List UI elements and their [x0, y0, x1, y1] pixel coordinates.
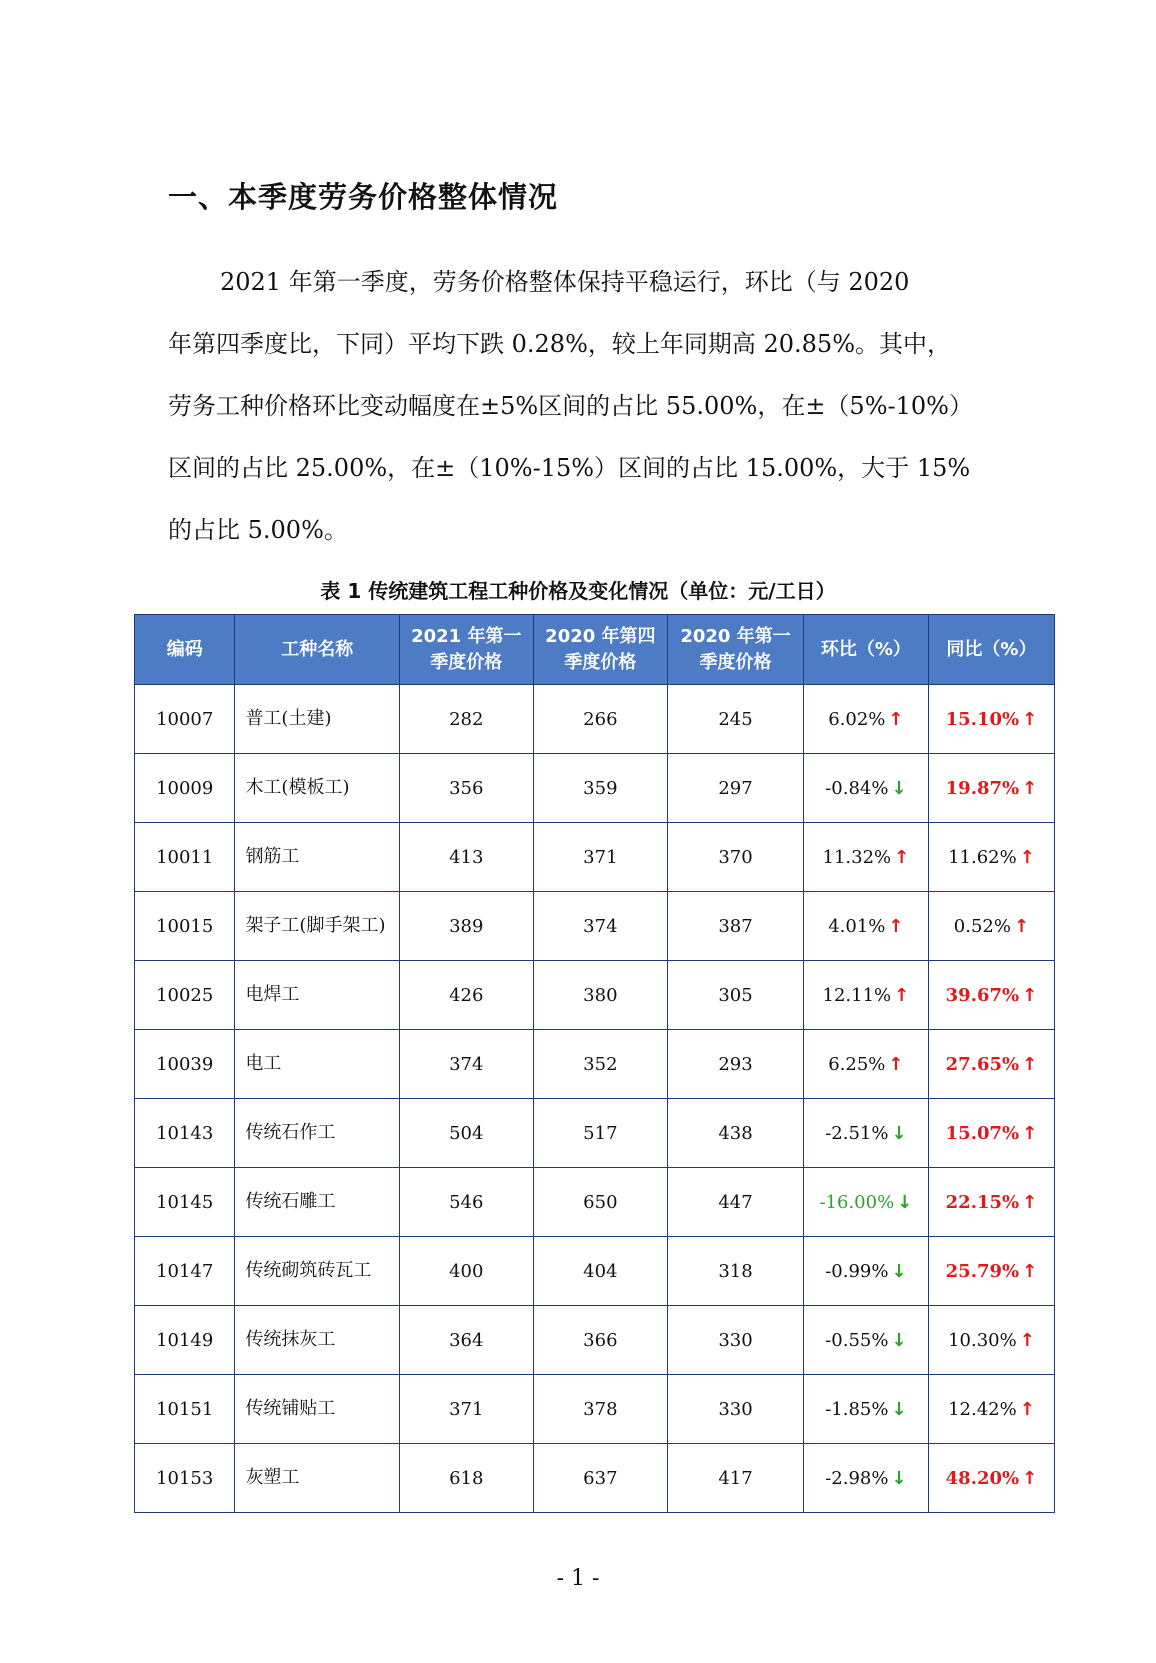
name-cell: 灰塑工 [235, 1444, 400, 1513]
header-yoy: 同比（%） [928, 615, 1054, 685]
table-header-row [135, 615, 1055, 685]
name-cell: 钢筋工 [235, 823, 400, 892]
qoq-cell-value: 11.32% [822, 846, 892, 868]
q4-2020-cell: 378 [533, 1375, 668, 1444]
code-cell: 10147 [135, 1237, 235, 1306]
qoq-cell-value: -0.84% [825, 777, 889, 799]
q1-2020-cell: 318 [668, 1237, 804, 1306]
q4-2020-cell: 359 [533, 754, 668, 823]
q4-2020-cell: 371 [533, 823, 668, 892]
q4-2020-cell: 374 [533, 892, 668, 961]
q1-2020-cell: 330 [668, 1375, 804, 1444]
qoq-cell [803, 685, 928, 754]
header-q1-2020: 2020 年第一季度价格 [668, 615, 804, 685]
arrow-up-icon: ↑ [1022, 1260, 1038, 1282]
qoq-cell-value: -2.51% [825, 1122, 889, 1144]
table-row [135, 1306, 1055, 1375]
arrow-up-icon: ↑ [888, 1053, 904, 1075]
q1-2021-cell: 356 [399, 754, 533, 823]
q4-2020-cell: 366 [533, 1306, 668, 1375]
table-row [135, 1099, 1055, 1168]
qoq-cell [803, 1099, 928, 1168]
q1-2021-cell: 364 [399, 1306, 533, 1375]
yoy-cell-value: 19.87% [945, 777, 1020, 799]
arrow-up-icon: ↑ [1022, 1053, 1038, 1075]
arrow-up-icon: ↑ [1022, 777, 1038, 799]
yoy-cell-value: 15.10% [945, 708, 1020, 730]
table-row [135, 685, 1055, 754]
paragraph-line: 年第四季度比，下同）平均下跌 0.28%，较上年同期高 20.85%。其中， [168, 330, 952, 358]
price-table [134, 614, 1055, 1513]
name-cell: 普工(土建) [235, 685, 400, 754]
q1-2021-cell: 426 [399, 961, 533, 1030]
code-cell: 10149 [135, 1306, 235, 1375]
arrow-down-icon: ↓ [891, 777, 907, 799]
qoq-cell-value: 4.01% [828, 915, 886, 937]
q1-2020-cell: 293 [668, 1030, 804, 1099]
yoy-cell-value: 27.65% [945, 1053, 1020, 1075]
yoy-cell-value: 12.42% [948, 1398, 1017, 1420]
arrow-up-icon: ↑ [894, 984, 910, 1006]
yoy-cell-value: 22.15% [945, 1191, 1020, 1213]
yoy-cell-value: 39.67% [945, 984, 1020, 1006]
code-cell: 10009 [135, 754, 235, 823]
table-row [135, 892, 1055, 961]
yoy-cell [928, 823, 1054, 892]
qoq-cell-value: -1.85% [825, 1398, 889, 1420]
paragraph-line: 的占比 5.00%。 [168, 516, 348, 544]
table-body [135, 685, 1055, 1513]
arrow-down-icon: ↓ [891, 1398, 907, 1420]
table-row [135, 1237, 1055, 1306]
header-code: 编码 [135, 615, 235, 685]
qoq-cell [803, 754, 928, 823]
q1-2021-cell: 504 [399, 1099, 533, 1168]
header-name: 工种名称 [235, 615, 400, 685]
header-q1-2021: 2021 年第一季度价格 [399, 615, 533, 685]
qoq-cell [803, 961, 928, 1030]
yoy-cell-value: 15.07% [945, 1122, 1020, 1144]
qoq-cell-value: 12.11% [822, 984, 892, 1006]
arrow-down-icon: ↓ [891, 1467, 907, 1489]
qoq-cell [803, 823, 928, 892]
qoq-cell-value: -16.00% [819, 1191, 895, 1213]
arrow-up-icon: ↑ [894, 846, 910, 868]
header-qoq: 环比（%） [803, 615, 928, 685]
code-cell: 10143 [135, 1099, 235, 1168]
arrow-up-icon: ↑ [888, 915, 904, 937]
yoy-cell [928, 1168, 1054, 1237]
header-q4-2020: 2020 年第四季度价格 [533, 615, 668, 685]
page-number: - 1 - [556, 1566, 600, 1591]
q1-2020-cell: 305 [668, 961, 804, 1030]
q1-2020-cell: 370 [668, 823, 804, 892]
arrow-up-icon: ↑ [1019, 1398, 1035, 1420]
qoq-cell-value: 6.02% [828, 708, 886, 730]
name-cell: 传统铺贴工 [235, 1375, 400, 1444]
name-cell: 木工(模板工) [235, 754, 400, 823]
q1-2021-cell: 618 [399, 1444, 533, 1513]
qoq-cell [803, 1444, 928, 1513]
name-cell: 电焊工 [235, 961, 400, 1030]
arrow-down-icon: ↓ [897, 1191, 913, 1213]
yoy-cell [928, 1444, 1054, 1513]
table-row [135, 1030, 1055, 1099]
arrow-up-icon: ↑ [1022, 984, 1038, 1006]
q4-2020-cell: 404 [533, 1237, 668, 1306]
q1-2020-cell: 387 [668, 892, 804, 961]
table-row [135, 823, 1055, 892]
arrow-down-icon: ↓ [891, 1260, 907, 1282]
yoy-cell-value: 25.79% [945, 1260, 1020, 1282]
code-cell: 10145 [135, 1168, 235, 1237]
code-cell: 10011 [135, 823, 235, 892]
arrow-down-icon: ↓ [891, 1329, 907, 1351]
yoy-cell [928, 685, 1054, 754]
arrow-up-icon: ↑ [1013, 915, 1030, 937]
qoq-cell-value: 6.25% [828, 1053, 886, 1075]
code-cell: 10025 [135, 961, 235, 1030]
arrow-up-icon: ↑ [888, 708, 904, 730]
table-caption: 表 1 传统建筑工程工种价格及变化情况（单位：元/工日） [320, 579, 836, 603]
qoq-cell [803, 1375, 928, 1444]
qoq-cell-value: -0.55% [825, 1329, 889, 1351]
code-cell: 10015 [135, 892, 235, 961]
q1-2020-cell: 438 [668, 1099, 804, 1168]
paragraph-line: 劳务工种价格环比变动幅度在±5%区间的占比 55.00%，在±（5%-10%） [168, 392, 973, 420]
q1-2020-cell: 245 [668, 685, 804, 754]
yoy-cell [928, 961, 1054, 1030]
paragraph-line: 2021 年第一季度，劳务价格整体保持平稳运行，环比（与 2020 [220, 268, 910, 296]
qoq-cell [803, 1030, 928, 1099]
summary-paragraph [168, 262, 1008, 572]
name-cell: 架子工(脚手架工) [235, 892, 400, 961]
name-cell: 传统抹灰工 [235, 1306, 400, 1375]
yoy-cell [928, 754, 1054, 823]
q1-2020-cell: 297 [668, 754, 804, 823]
name-cell: 电工 [235, 1030, 400, 1099]
qoq-cell [803, 1168, 928, 1237]
table-row [135, 1444, 1055, 1513]
q1-2020-cell: 330 [668, 1306, 804, 1375]
name-cell: 传统石雕工 [235, 1168, 400, 1237]
q4-2020-cell: 650 [533, 1168, 668, 1237]
arrow-up-icon: ↑ [1022, 708, 1038, 730]
code-cell: 10039 [135, 1030, 235, 1099]
paragraph-line: 区间的占比 25.00%，在±（10%-15%）区间的占比 15.00%，大于 15% [168, 454, 971, 482]
arrow-up-icon: ↑ [1019, 846, 1035, 868]
q4-2020-cell: 380 [533, 961, 668, 1030]
arrow-up-icon: ↑ [1022, 1467, 1038, 1489]
q1-2020-cell: 447 [668, 1168, 804, 1237]
q4-2020-cell: 637 [533, 1444, 668, 1513]
q4-2020-cell: 266 [533, 685, 668, 754]
qoq-cell [803, 892, 928, 961]
q1-2021-cell: 389 [399, 892, 533, 961]
yoy-cell-value: 0.52% [953, 915, 1011, 937]
q1-2021-cell: 374 [399, 1030, 533, 1099]
yoy-cell-value: 11.62% [948, 846, 1017, 868]
qoq-cell [803, 1306, 928, 1375]
arrow-up-icon: ↑ [1022, 1191, 1038, 1213]
q1-2021-cell: 400 [399, 1237, 533, 1306]
yoy-cell [928, 1306, 1054, 1375]
arrow-up-icon: ↑ [1022, 1122, 1038, 1144]
q1-2021-cell: 413 [399, 823, 533, 892]
arrow-up-icon: ↑ [1019, 1329, 1035, 1351]
q1-2021-cell: 546 [399, 1168, 533, 1237]
yoy-cell [928, 1237, 1054, 1306]
name-cell: 传统砌筑砖瓦工 [235, 1237, 400, 1306]
yoy-cell [928, 1030, 1054, 1099]
code-cell: 10151 [135, 1375, 235, 1444]
q1-2021-cell: 282 [399, 685, 533, 754]
yoy-cell-value: 10.30% [948, 1329, 1017, 1351]
yoy-cell [928, 892, 1054, 961]
code-cell: 10153 [135, 1444, 235, 1513]
arrow-down-icon: ↓ [891, 1122, 907, 1144]
q4-2020-cell: 352 [533, 1030, 668, 1099]
q1-2021-cell: 371 [399, 1375, 533, 1444]
code-cell: 10007 [135, 685, 235, 754]
qoq-cell-value: -0.99% [825, 1260, 889, 1282]
q1-2020-cell: 417 [668, 1444, 804, 1513]
table-row [135, 961, 1055, 1030]
table-row [135, 1375, 1055, 1444]
qoq-cell [803, 1237, 928, 1306]
table-row [135, 1168, 1055, 1237]
q4-2020-cell: 517 [533, 1099, 668, 1168]
qoq-cell-value: -2.98% [825, 1467, 889, 1489]
yoy-cell [928, 1375, 1054, 1444]
yoy-cell [928, 1099, 1054, 1168]
name-cell: 传统石作工 [235, 1099, 400, 1168]
yoy-cell-value: 48.20% [945, 1467, 1020, 1489]
table-row [135, 754, 1055, 823]
section-heading: 一、本季度劳务价格整体情况 [168, 180, 559, 214]
